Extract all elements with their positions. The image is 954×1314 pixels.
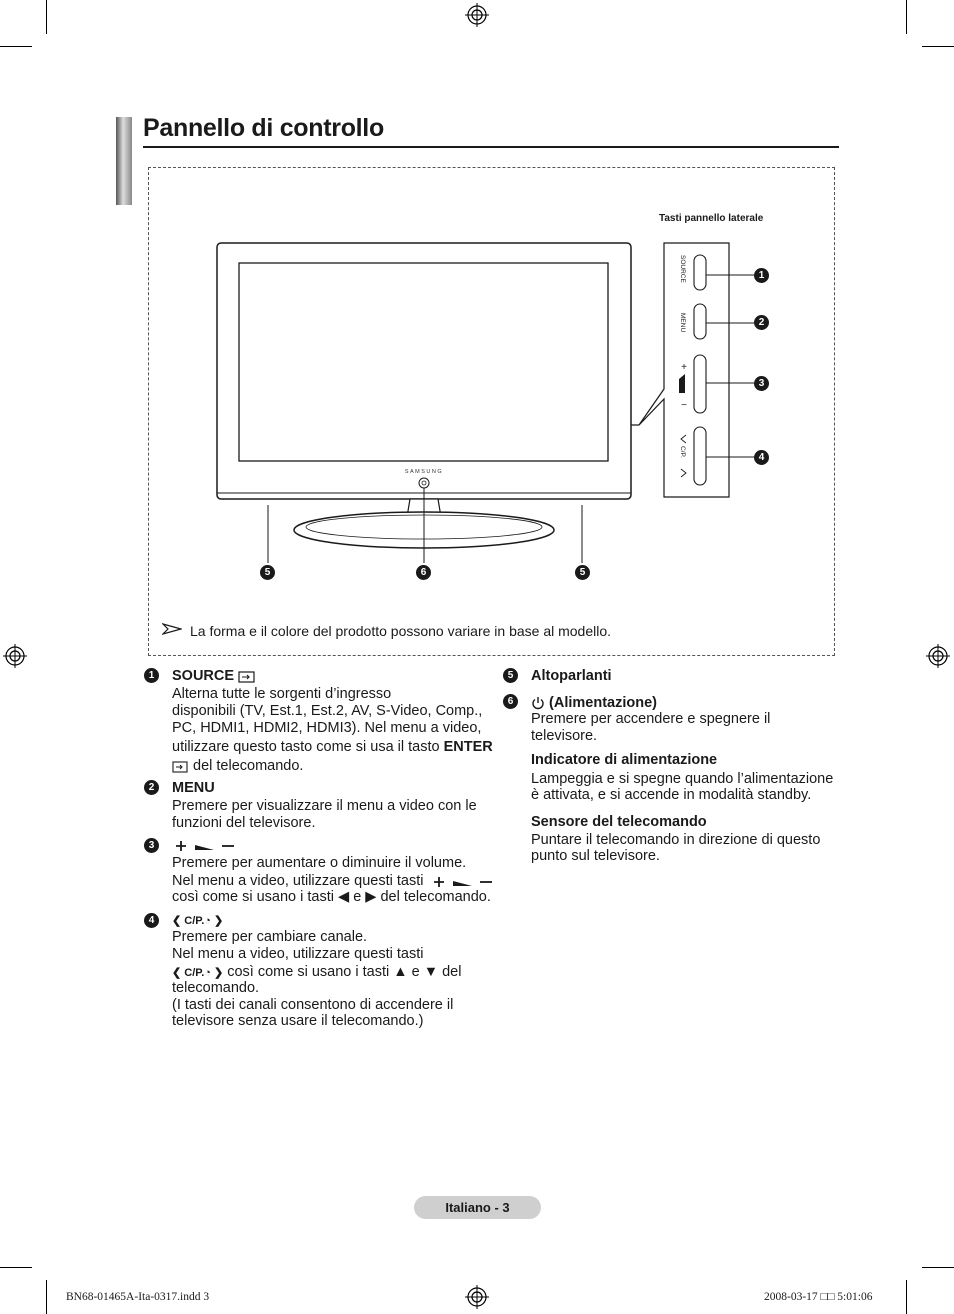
brand-logo: SAMSUNG bbox=[404, 469, 444, 475]
crop-mark bbox=[906, 1280, 907, 1314]
item-number: 6 bbox=[503, 694, 518, 709]
channel-up-icon bbox=[681, 435, 686, 443]
channel-label: C/P. bbox=[679, 446, 686, 458]
channel-circle-icon: ◔ bbox=[204, 915, 211, 927]
menu-desc-2: funzioni del televisore. bbox=[172, 815, 316, 831]
item-number: 5 bbox=[503, 668, 518, 683]
volume-symbol-icon bbox=[174, 839, 236, 853]
power-icon bbox=[531, 696, 545, 710]
source-title-text: SOURCE bbox=[172, 668, 235, 684]
channel-circle-icon: ◔ bbox=[204, 967, 211, 979]
callout-3: 3 bbox=[754, 376, 769, 391]
chevron-right-icon: ❯ bbox=[213, 915, 224, 927]
registration-mark-icon bbox=[3, 644, 27, 668]
registration-mark-icon bbox=[926, 644, 950, 668]
volume-desc-2: Nel menu a video, utilizzare questi tasti bbox=[172, 873, 424, 889]
source-button bbox=[694, 255, 706, 290]
crop-mark bbox=[46, 0, 47, 34]
source-title bbox=[172, 668, 256, 685]
tv-screen bbox=[239, 263, 608, 461]
print-slug-date: 2008-03-17 □□ 5:01:06 bbox=[764, 1291, 873, 1303]
source-desc-2: disponibili (TV, Est.1, Est.2, AV, S-Video, Comp., bbox=[172, 703, 483, 719]
tv-diagram bbox=[148, 167, 835, 656]
indicator-desc-1: Lampeggia e si spegne quando l’alimentazione bbox=[531, 771, 834, 787]
channel-inline-label: C/P. bbox=[184, 967, 205, 979]
volume-desc-3: così come si usano i tasti ◀ e ▶ del telecomando. bbox=[172, 889, 491, 905]
callout-2: 2 bbox=[754, 315, 769, 330]
registration-mark-icon bbox=[465, 3, 489, 27]
channel-button bbox=[694, 427, 706, 485]
enter-keyword: ENTER bbox=[443, 739, 493, 755]
volume-inline-icon bbox=[432, 875, 494, 889]
source-label: SOURCE bbox=[679, 255, 686, 283]
channel-desc-1: Premere per cambiare canale. bbox=[172, 929, 368, 945]
speakers-title: Altoparlanti bbox=[531, 668, 612, 684]
chevron-left-icon: ❮ bbox=[172, 967, 182, 979]
power-title bbox=[531, 695, 657, 712]
registration-mark-icon bbox=[465, 1285, 489, 1309]
item-number: 4 bbox=[144, 913, 159, 928]
title-accent-bar bbox=[116, 117, 132, 205]
callout-4: 4 bbox=[754, 450, 769, 465]
volume-wedge-icon bbox=[679, 374, 685, 393]
sensor-desc-1: Puntare il telecomando in direzione di questo bbox=[531, 832, 821, 848]
channel-desc-3-text: così come si usano i tasti ▲ e ▼ del bbox=[223, 964, 462, 980]
crop-mark bbox=[46, 1280, 47, 1314]
volume-minus-label: − bbox=[681, 400, 687, 411]
figure-note: La forma e il colore del prodotto possono variare in base al modello. bbox=[190, 623, 612, 639]
channel-title-label: C/P. bbox=[184, 915, 205, 927]
menu-title: MENU bbox=[172, 780, 215, 796]
channel-down-icon bbox=[681, 469, 686, 477]
note-arrow-icon bbox=[162, 623, 182, 635]
callout-1: 1 bbox=[754, 268, 769, 283]
volume-button bbox=[694, 355, 706, 413]
source-desc-3: PC, HDMI1, HDMI2, HDMI3). Nel menu a video, bbox=[172, 720, 482, 736]
panel-caption: Tasti pannello laterale bbox=[659, 213, 764, 224]
source-desc-4a: utilizzare questo tasto come si usa il tasto bbox=[172, 739, 444, 755]
channel-desc-4: telecomando. bbox=[172, 980, 260, 996]
channel-desc-5: (I tasti dei canali consentono di accendere il bbox=[172, 997, 454, 1013]
channel-inline-symbol bbox=[172, 967, 223, 979]
callout-6: 6 bbox=[416, 565, 431, 580]
source-desc-4 bbox=[172, 739, 493, 756]
callout-5-left: 5 bbox=[260, 565, 275, 580]
enter-icon bbox=[172, 760, 189, 773]
item-number: 3 bbox=[144, 838, 159, 853]
crop-mark bbox=[922, 1267, 954, 1268]
item-number: 2 bbox=[144, 780, 159, 795]
crop-mark bbox=[0, 1267, 32, 1268]
source-desc-5 bbox=[172, 758, 303, 775]
page-number-badge: Italiano - 3 bbox=[414, 1196, 541, 1219]
source-desc-5-text: del telecomando. bbox=[189, 758, 304, 774]
crop-mark bbox=[922, 46, 954, 47]
callout-5-right: 5 bbox=[575, 565, 590, 580]
page-title: Pannello di controllo bbox=[143, 114, 384, 142]
source-enter-icon bbox=[238, 670, 256, 683]
menu-button bbox=[694, 304, 706, 339]
crop-mark bbox=[0, 46, 32, 47]
power-desc-1: Premere per accendere e spegnere il bbox=[531, 711, 771, 727]
source-desc-1: Alterna tutte le sorgenti d’ingresso bbox=[172, 686, 392, 702]
sensor-desc-2: punto sul televisore. bbox=[531, 848, 660, 864]
crop-mark bbox=[906, 0, 907, 34]
channel-desc-2: Nel menu a video, utilizzare questi tasti bbox=[172, 946, 424, 962]
volume-plus-label: + bbox=[681, 362, 687, 373]
channel-desc-6: televisore senza usare il telecomando.) bbox=[172, 1013, 424, 1029]
indicator-desc-2: è attivata, e si accende in modalità standby. bbox=[531, 787, 812, 803]
menu-label: MENU bbox=[679, 313, 686, 333]
chevron-right-icon: ❯ bbox=[213, 967, 224, 979]
menu-desc-1: Premere per visualizzare il menu a video con le bbox=[172, 798, 477, 814]
chevron-left-icon: ❮ bbox=[172, 915, 182, 927]
item-number: 1 bbox=[144, 668, 159, 683]
sensor-title: Sensore del telecomando bbox=[531, 814, 707, 830]
channel-title bbox=[172, 913, 223, 930]
title-rule bbox=[143, 146, 839, 148]
power-title-text: (Alimentazione) bbox=[549, 695, 657, 711]
print-slug-file: BN68-01465A-Ita-0317.indd 3 bbox=[66, 1291, 210, 1303]
power-button-icon bbox=[419, 478, 429, 488]
indicator-title: Indicatore di alimentazione bbox=[531, 752, 718, 768]
volume-desc-1: Premere per aumentare o diminuire il volume. bbox=[172, 855, 467, 871]
power-desc-2: televisore. bbox=[531, 728, 598, 744]
